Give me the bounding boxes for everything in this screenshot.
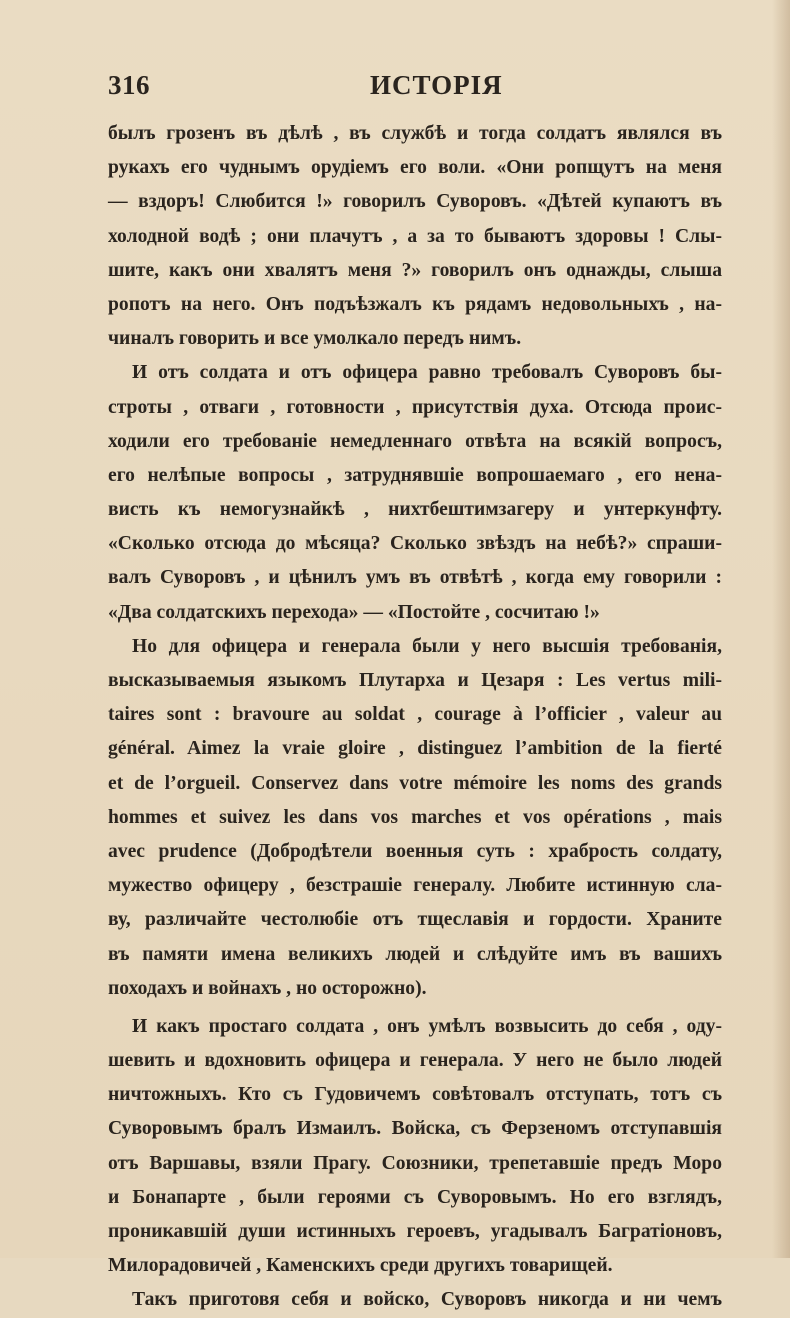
running-head: ИСТОРІЯ [370, 70, 503, 100]
text-line: проникавшій души истинныхъ героевъ, угадывалъ Багратіоновъ, [108, 1221, 722, 1242]
text-line: отъ Варшавы, взяли Прагу. Союзники, трепетавшіе предъ Моро [108, 1152, 722, 1174]
text-line: И отъ солдата и отъ офицера равно требовалъ Суворовъ бы- [132, 362, 722, 384]
text-line: высказываемыя языкомъ Плутарха и Цезаря : Les vertus mili- [108, 670, 722, 691]
text-body [108, 117, 722, 1318]
text-line: шите, какъ они хвалятъ меня ?» говорилъ онъ однажды, слыша [108, 259, 722, 281]
text-line: ничтожныхъ. Кто съ Гудовичемъ совѣтовалъ отступать, тотъ съ [108, 1084, 722, 1106]
page-header [108, 70, 722, 104]
text-line: ходили его требованіе немедленнаго отвѣта на всякій вопросъ, [108, 430, 722, 452]
page-edge-shadow [772, 0, 790, 1258]
text-line: былъ грозенъ въ дѣлѣ , въ службѣ и тогда солдатъ являлся въ [108, 123, 722, 144]
text-line: шевить и вдохновить офицера и генерала. У него не было людей [108, 1050, 722, 1072]
text-line: taires sont : bravoure au soldat , courage à l’officier , valeur au [108, 704, 722, 726]
text-line: et de l’orgueil. Conservez dans votre mémoire les noms des grands [108, 772, 722, 794]
text-line: чиналъ говорить и все умолкало передъ нимъ. [108, 328, 522, 350]
text-line: его нелѣпые вопросы , затруднявшіе вопрошаемаго , его нена- [108, 464, 722, 486]
text-line: холодной водѣ ; они плачутъ , а за то бываютъ здоровы ! Слы- [108, 225, 722, 247]
text-line: Такъ приготовя себя и войско, Суворовъ никогда и ни чемъ [132, 1289, 722, 1311]
text-line: висть къ немогузнайкѣ , нихтбештимзагеру и унтеркунфту. [108, 499, 722, 521]
text-line: походахъ и войнахъ , но осторожно). [108, 977, 427, 999]
text-line: И какъ простаго солдата , онъ умѣлъ возвысить до себя , оду- [132, 1015, 722, 1037]
text-line: въ памяти имена великихъ людей и слѣдуйте имъ въ вашихъ [108, 943, 722, 965]
text-line: général. Aimez la vraie gloire , distinguez l’ambition de la fierté [108, 738, 722, 760]
text-line: валъ Суворовъ , и цѣнилъ умъ въ отвѣтѣ , когда ему говорили : [108, 567, 722, 589]
text-line: hommes et suivez les dans vos marches et vos opérations , mais [108, 806, 722, 828]
text-line: ропотъ на него. Онъ подъѣзжалъ къ рядамъ недовольныхъ , на- [108, 293, 722, 315]
page-number: 316 [108, 70, 150, 100]
text-line: рукахъ его чуднымъ орудіемъ его воли. «Они ропщутъ на меня [108, 157, 722, 179]
text-line: Но для офицера и генерала были у него высшія требованія, [132, 635, 722, 657]
text-line: строты , отваги , готовности , присутствія духа. Отсюда проис- [108, 396, 722, 418]
text-line: Суворовымъ бралъ Измаилъ. Войска, съ Ферзеномъ отступавшія [108, 1118, 722, 1140]
text-line: мужество офицеру , безстрашіе генералу. Любите истинную сла- [108, 875, 722, 897]
text-line: avec prudence (Добродѣтели военныя суть : храбрость солдату, [108, 840, 722, 862]
text-line: и Бонапарте , были героями съ Суворовымъ. Но его взглядъ, [108, 1186, 722, 1208]
text-line: — вздоръ! Слюбится !» говорилъ Суворовъ. «Дѣтей купаютъ въ [108, 191, 722, 213]
text-line: ву, различайте честолюбіе отъ тщеславія и гордости. Храните [108, 909, 722, 931]
text-line: «Сколько отсюда до мѣсяца? Сколько звѣздъ на небѣ?» спраши- [108, 533, 722, 555]
text-line: «Два солдатскихъ перехода» — «Постойте , сосчитаю !» [108, 601, 600, 623]
text-line: Милорадовичей , Каменскихъ среди другихъ товарищей. [108, 1255, 613, 1277]
